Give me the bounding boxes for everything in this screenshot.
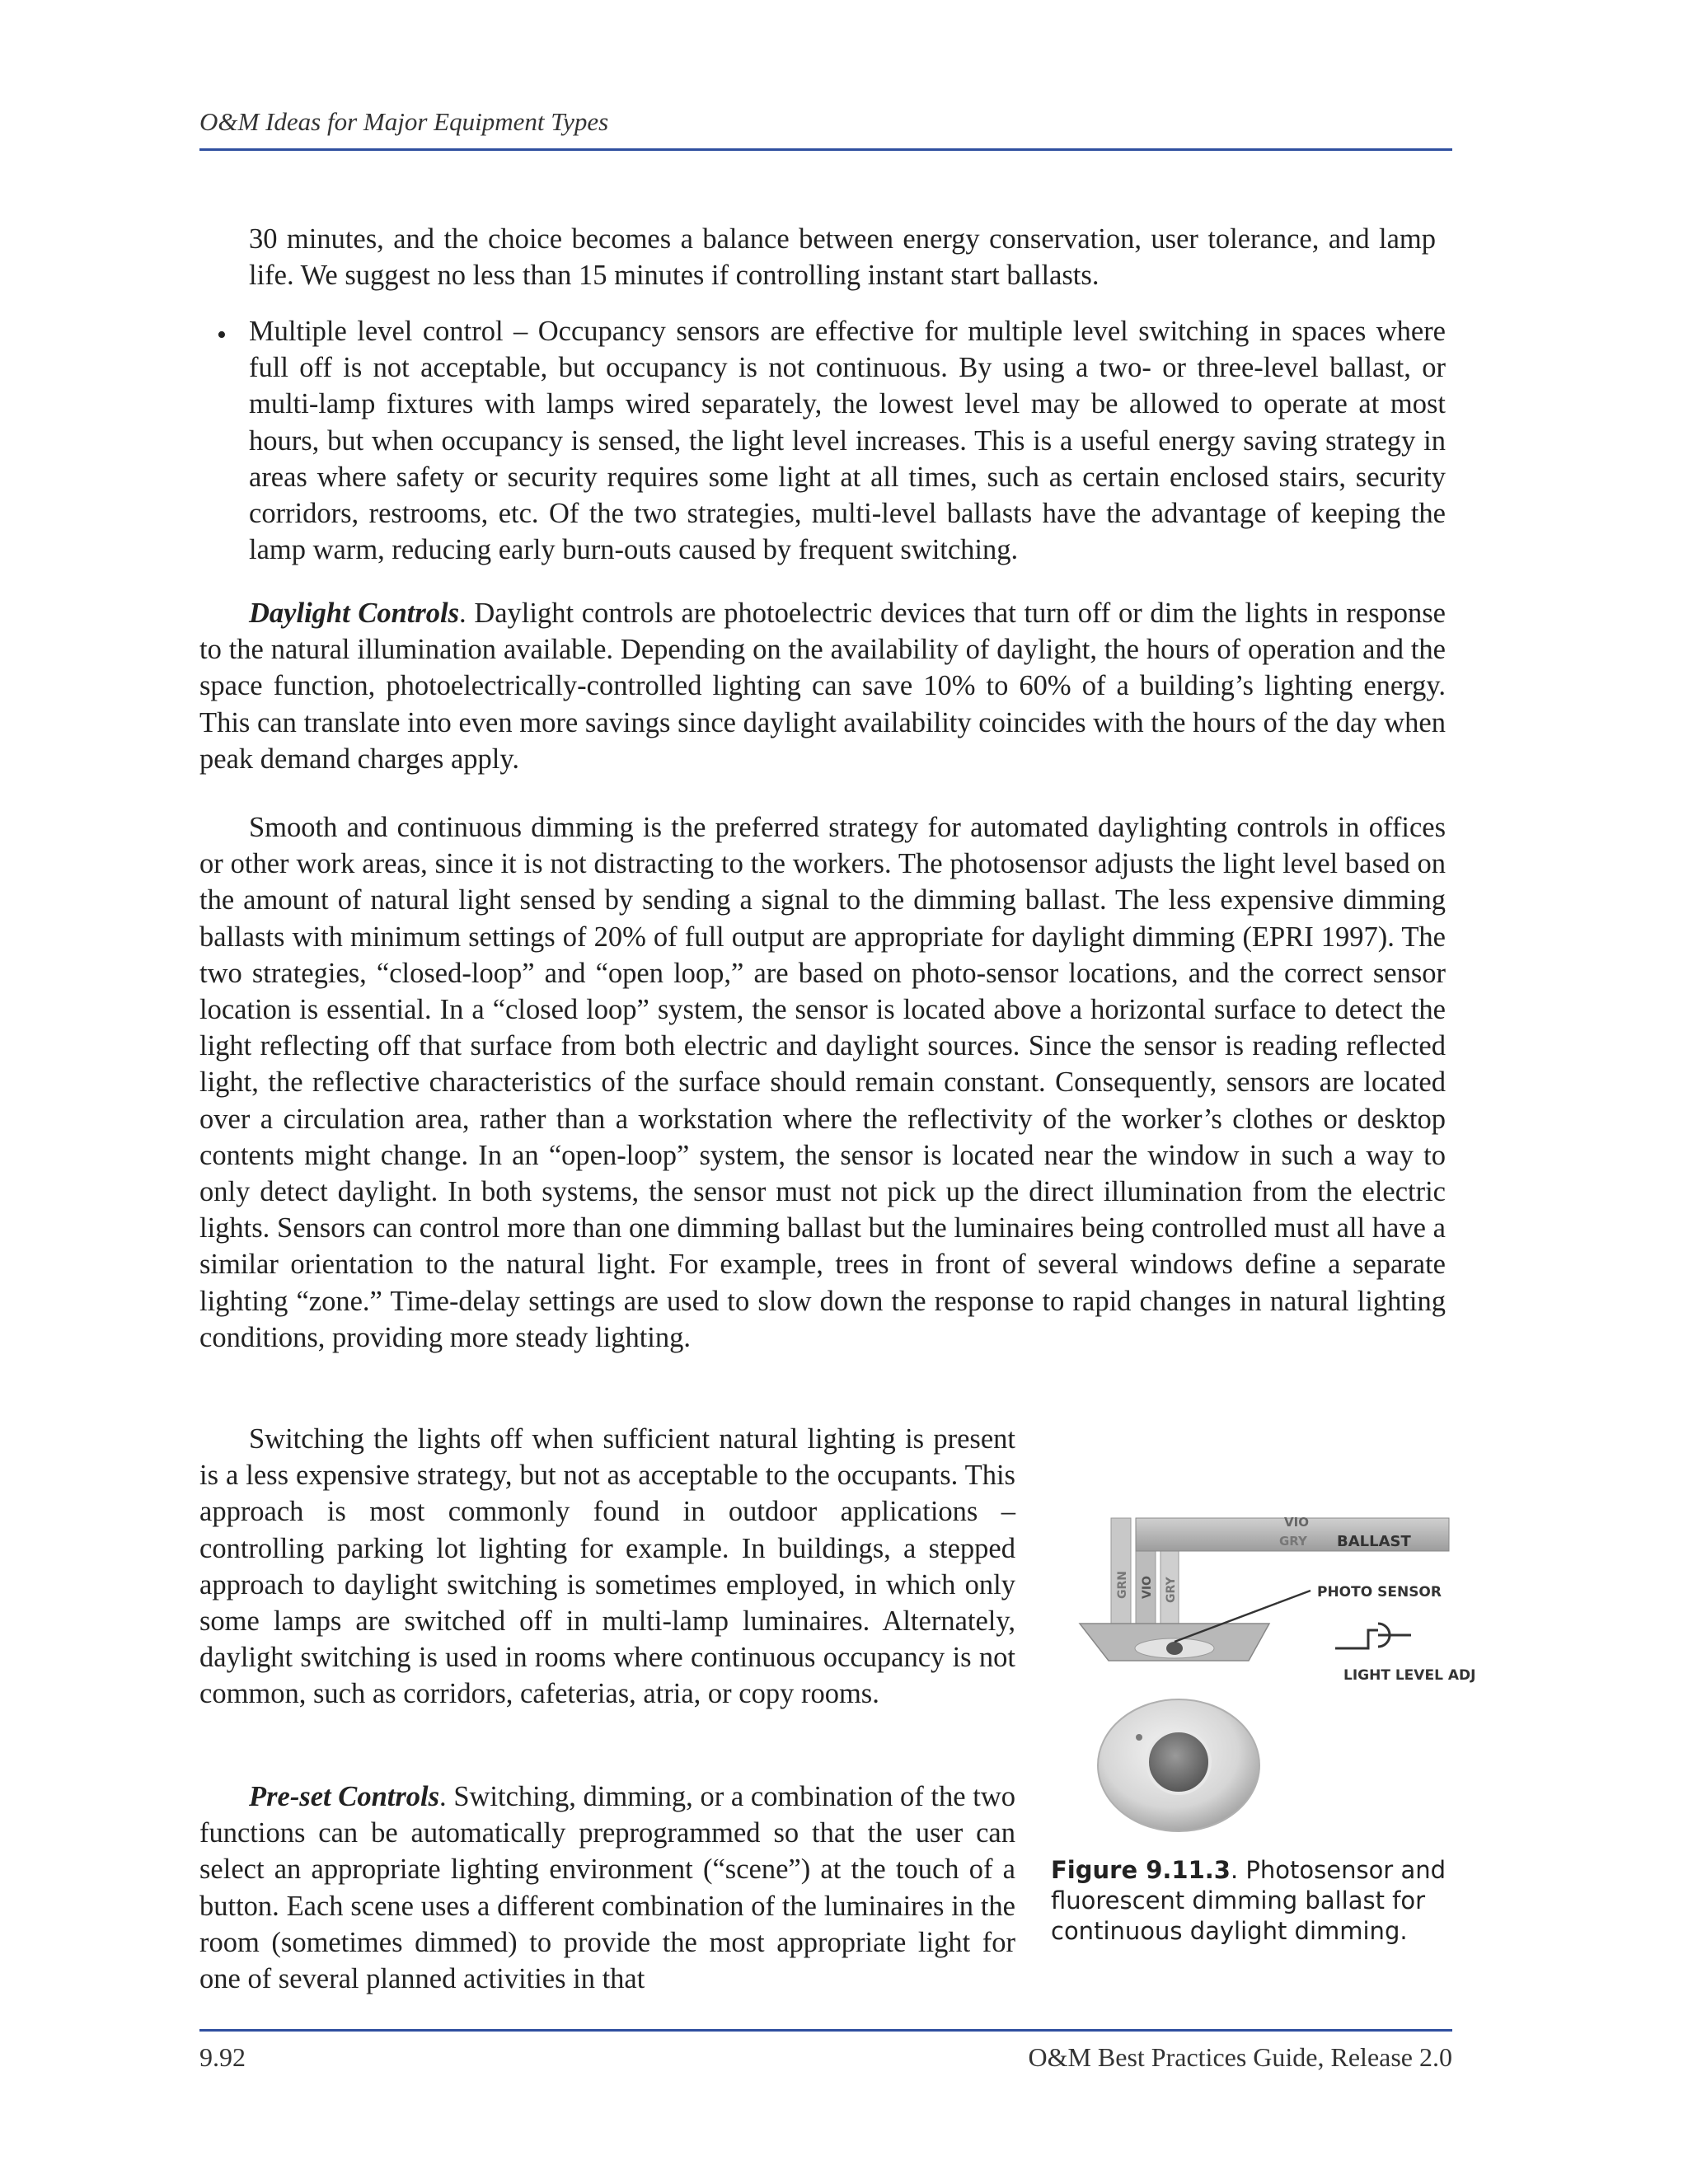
header-rule xyxy=(199,148,1452,151)
figure-number: Figure 9.11.3 xyxy=(1051,1856,1231,1884)
continuation-paragraph: 30 minutes, and the choice becomes a balance between energy conservation, user tolerance, and lamp life. We suggest no less than 15 minutes if controlling instant start ballasts. xyxy=(249,223,1436,292)
page-header xyxy=(199,107,1452,137)
guide-title: O&M Best Practices Guide, Release 2.0 xyxy=(1028,2042,1452,2072)
running-header: O&M Ideas for Major Equipment Types xyxy=(199,107,609,136)
photo-sensor-label: PHOTO SENSOR xyxy=(1317,1584,1442,1601)
photosensor-figure xyxy=(1071,1500,1476,1838)
grn-wire-label: GRN xyxy=(1116,1571,1129,1599)
figure-caption-text: . Photosensor and fluorescent dimming ballast for continuous daylight dimming. xyxy=(1051,1856,1447,1945)
footer-rule xyxy=(199,2029,1452,2032)
daylight-controls-text: . Daylight controls are photoelectric devices that turn off or dim the lights in response to the natural illumination available. Depending on the availability of daylight, the hours of operation and the space function, photoelectrically-controlled lighting can save 10% to 60% of a building’s lighting energy. This can translate into even more savings since daylight availability coincides with the hours of the day when peak demand charges apply. xyxy=(199,598,1446,775)
gry-vertical-wire-label: GRY xyxy=(1165,1577,1178,1603)
vio-vertical-wire-label: VIO xyxy=(1141,1576,1154,1599)
daylight-controls-heading: Daylight Controls xyxy=(249,598,460,629)
preset-controls-heading: Pre-set Controls xyxy=(249,1781,440,1812)
switching-paragraph: Switching the lights off when sufficient natural lighting is present is a less expensive strategy, but not as acceptable to the occupants. This approach is most commonly found in outdoor applications – controlling parking lot lighting for example. In buildings, a stepped approach to daylight switching is sometimes employed, in which only some lamps are switched off in multi-lamp luminaires. Alternately, daylight switching is used in rooms where continuous occupancy is not common, such as corridors, cafeterias, atria, or copy rooms. xyxy=(199,1423,1015,1710)
bullet-marker: • xyxy=(217,320,227,350)
bullet-multiple-level-control: Multiple level control – Occupancy sensors are effective for multiple level switching in spaces where full off is not acceptable, but occupancy is not continuous. By using a two- or three-level ballast, or multi-lamp fixtures with lamps wired separately, the lowest level may be allowed to operate at most hours, but when occupancy is sensed, the light level increases. This is a useful energy saving strategy in areas where safety or security requires some light at all times, such as certain enclosed stairs, security corridors, restrooms, etc. Of the two strategies, multi-level ballasts have the advantage of keeping the lamp warm, reducing early burn-outs caused by frequent switching. xyxy=(249,316,1446,566)
ballast-label: BALLAST xyxy=(1337,1533,1411,1550)
figure-caption xyxy=(1051,1855,1463,1947)
preset-controls-text: . Switching, dimming, or a combination of the two functions can be automatically preprogrammed so that the user can select an appropriate lighting environment (“scene”) at the touch of a button. Each scene uses a different combination of the luminaires in the room (sometimes dimmed) to provide the most appropriate light for one of several planned activities in that xyxy=(199,1781,1015,1995)
photosensor-illustration xyxy=(1071,1500,1476,1838)
light-level-adj-label: LIGHT LEVEL ADJ xyxy=(1343,1667,1476,1684)
gry-wire-label: GRY xyxy=(1279,1534,1307,1549)
daylight-controls-paragraph xyxy=(199,595,1446,777)
preset-controls-paragraph xyxy=(199,1779,1015,1997)
dimming-paragraph: Smooth and continuous dimming is the preferred strategy for automated daylighting controls in offices or other work areas, since it is not distracting to the workers. The photosensor adjusts the light level based on the amount of natural light sensed by sending a signal to the dimming ballast. The less expensive dimming ballasts with minimum settings of 20% of full output are appropriate for daylight dimming (EPRI 1997). The two strategies, “closed-loop” and “open loop,” are based on photo-sensor locations, and the correct sensor location is essential. In a “closed loop” system, the sensor is located above a horizontal surface to detect the light reflecting off that surface from both electric and daylight sources. Since the sensor is reading reflected light, the reflective characteristics of the surface should remain constant. Consequently, sensors are located over a circulation area, rather than a workstation where the reflectivity of the worker’s clothes or desktop contents might change. In an “open-loop” system, the sensor is located near the window in such a way to only detect daylight. In both systems, the sensor must not pick up the direct illumination from the electric lights. Sensors can control more than one dimming ballast but the luminaires being controlled must all have a similar orientation to the natural light. For example, trees in front of several windows define a separate lighting “zone.” Time-delay settings are used to slow down the response to rapid changes in natural lighting conditions, providing more steady lighting. xyxy=(199,812,1446,1353)
page-number: 9.92 xyxy=(199,2042,246,2072)
vio-wire-label: VIO xyxy=(1284,1515,1309,1530)
